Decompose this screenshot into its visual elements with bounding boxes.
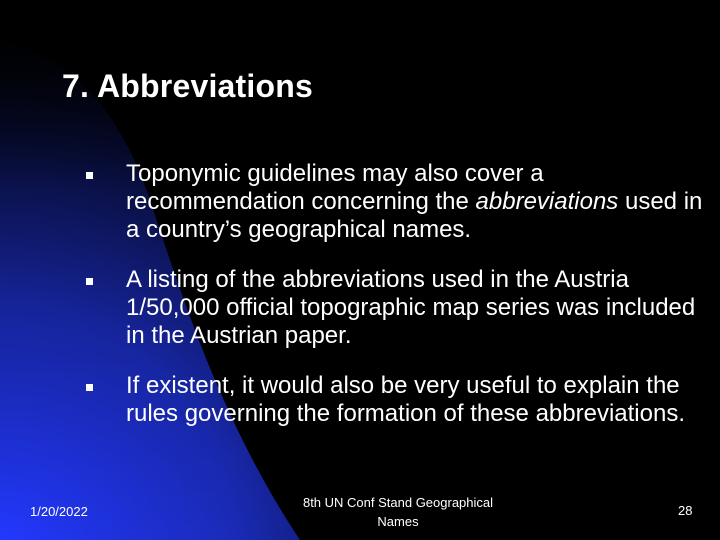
footer-center-line: 8th UN Conf Stand Geographical <box>302 495 494 510</box>
bullet-item <box>86 160 706 244</box>
bullet-item <box>86 372 706 428</box>
bullet-item <box>86 266 706 350</box>
bullet-text: If existent, it would also be very useful to explain the rules governing the formation of these abbreviations. <box>126 372 685 427</box>
square-bullet-icon <box>86 384 93 391</box>
bullet-list <box>86 160 706 450</box>
footer-conference-name <box>280 493 516 531</box>
square-bullet-icon <box>86 172 93 179</box>
bullet-text-end: used in a country’s geographical names. <box>126 188 703 243</box>
footer-center-line: Names <box>377 514 419 529</box>
slide-title: 7. Abbreviations <box>62 68 313 104</box>
page-number: 28 <box>678 503 693 518</box>
square-bullet-icon <box>86 278 93 285</box>
bullet-text: A listing of the abbreviations used in the Austria 1/50,000 official topographic map series was included in the Austrian paper. <box>126 266 696 349</box>
bullet-text-emphasis: abbreviations <box>475 188 619 215</box>
footer-date: 1/20/2022 <box>30 504 88 519</box>
bullet-text-start: Toponymic guidelines may also cover a recommendation concerning the <box>126 160 544 215</box>
